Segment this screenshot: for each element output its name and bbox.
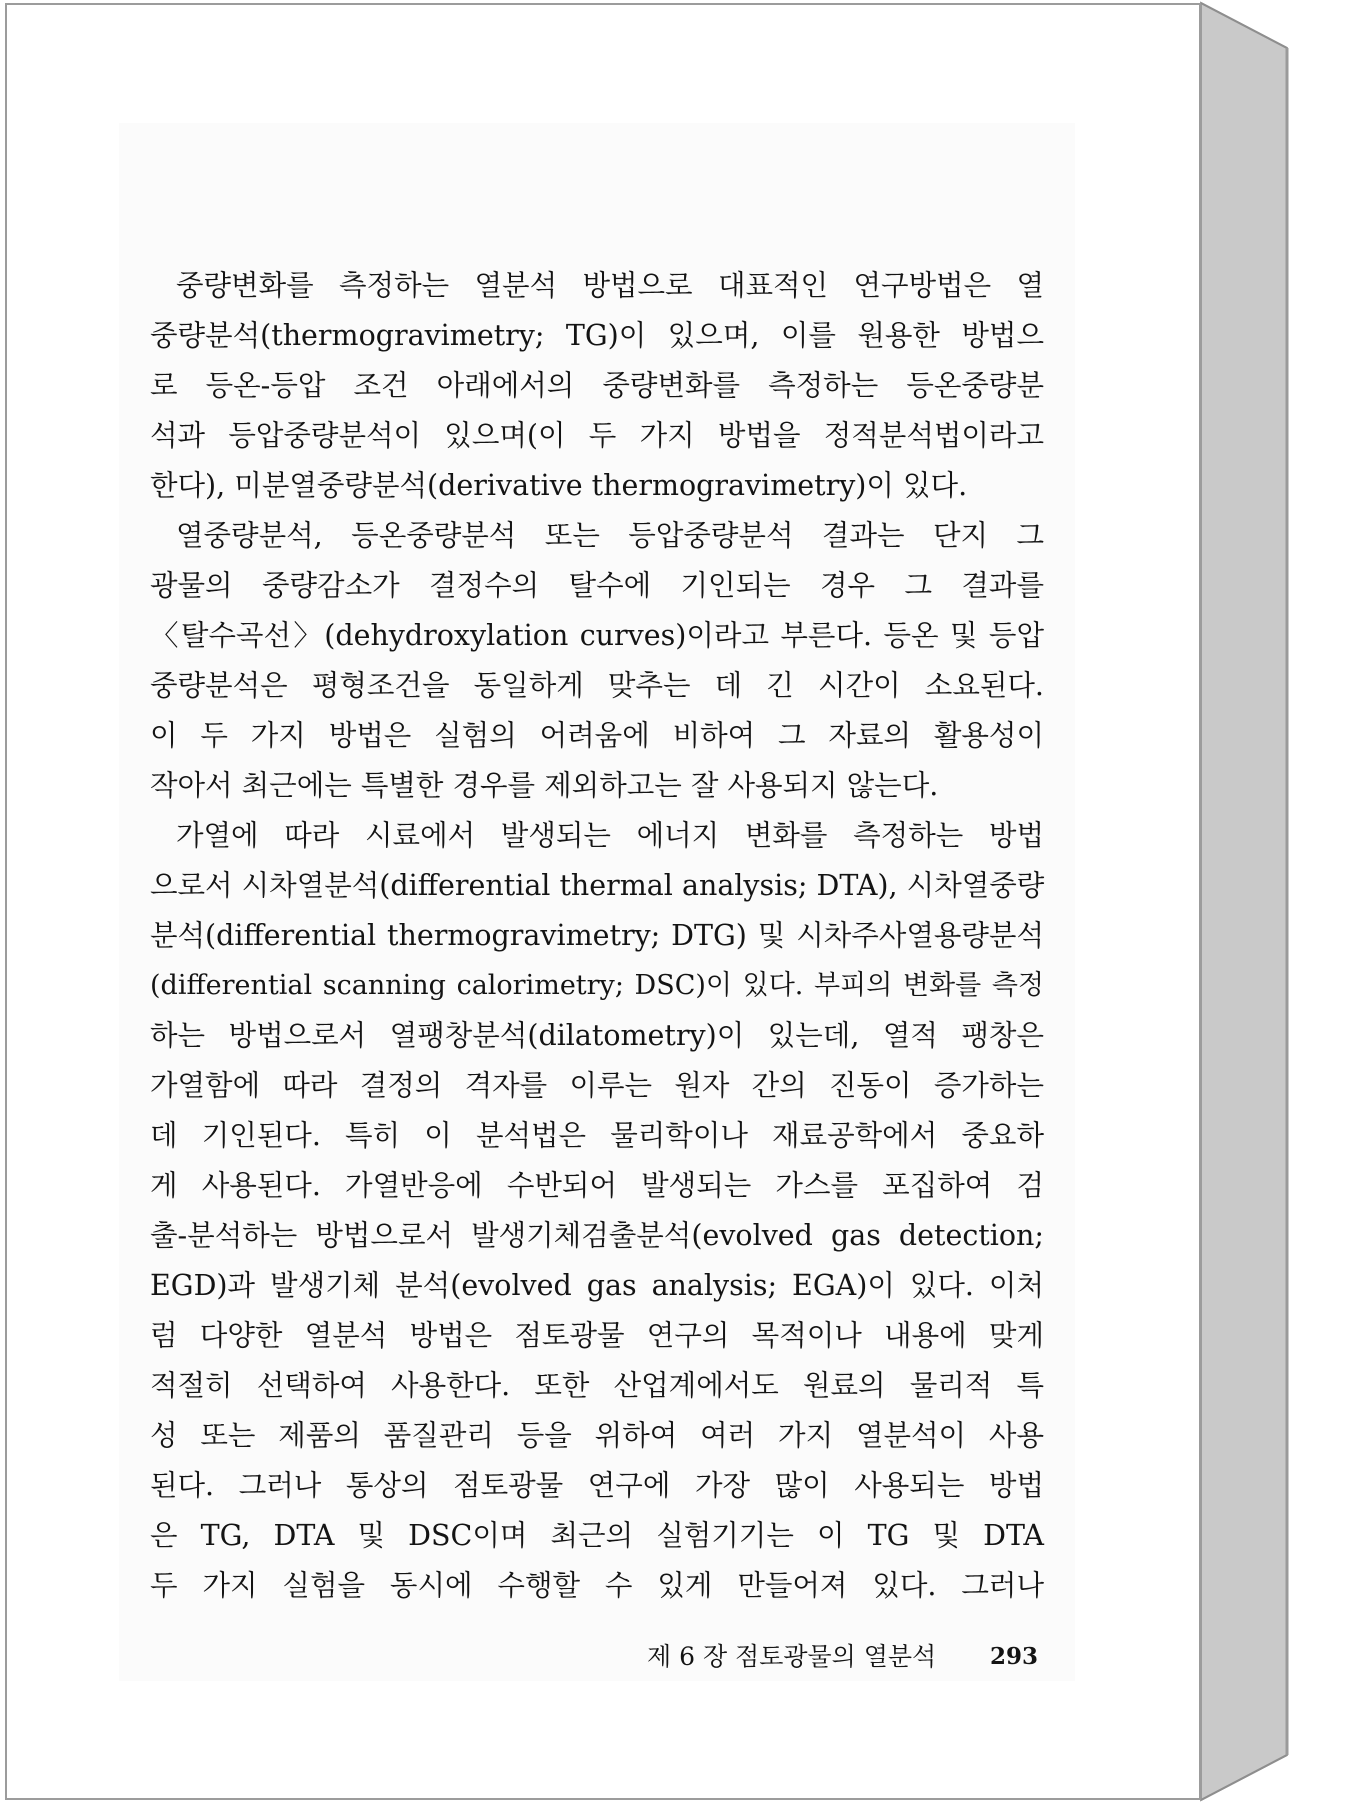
text-line: 가열함에 따라 결정의 격자를 이루는 원자 간의 진동이 증가하는 (150, 1069, 1044, 1102)
text-line: 게 사용된다. 가열반응에 수반되어 발생되는 가스를 포집하여 검 (150, 1169, 1044, 1202)
text-line: 중량분석(thermogravimetry; TG)이 있으며, 이를 원용한 방법으 (150, 319, 1044, 352)
text-line: 성 또는 제품의 품질관리 등을 위하여 여러 가지 열분석이 사용 (150, 1419, 1044, 1452)
text-line: 적절히 선택하여 사용한다. 또한 산업계에서도 원료의 물리적 특 (150, 1369, 1044, 1402)
text-line: 〈탈수곡선〉(dehydroxylation curves)이라고 부른다. 등온 및 등압 (150, 619, 1044, 652)
text-line: 으로서 시차열분석(differential thermal analysis; DTA), 시차열중량 (150, 869, 1045, 902)
text-line: 두 가지 실험을 동시에 수행할 수 있게 만들어져 있다. 그러나 (150, 1569, 1044, 1602)
text-line: 중량분석은 평형조건을 동일하게 맞추는 데 긴 시간이 소요된다. (150, 669, 1044, 702)
text-line: 된다. 그러나 통상의 점토광물 연구에 가장 많이 사용되는 방법 (150, 1469, 1044, 1502)
text-line: 출-분석하는 방법으로서 발생기체검출분석(evolved gas detection; (150, 1219, 1044, 1252)
text-line: 은 TG, DTA 및 DSC이며 최근의 실험기기는 이 TG 및 DTA (150, 1519, 1044, 1552)
text-line: 가열에 따라 시료에서 발생되는 에너지 변화를 측정하는 방법 (176, 819, 1044, 852)
text-line: (differential scanning calorimetry; DSC)이 있다. 부피의 변화를 측정 (150, 970, 1044, 1001)
text-line: 광물의 중량감소가 결정수의 탈수에 기인되는 경우 그 결과를 (150, 569, 1044, 602)
text-line: 분석(differential thermogravimetry; DTG) 및 시차주사열용량분석 (150, 919, 1044, 952)
text-line: 로 등온-등압 조건 아래에서의 중량변화를 측정하는 등온중량분 (150, 369, 1044, 402)
body-text (150, 261, 1044, 1611)
text-line: 중량변화를 측정하는 열분석 방법으로 대표적인 연구방법은 열 (176, 269, 1044, 302)
text-line: 석과 등압중량분석이 있으며(이 두 가지 방법을 정적분석법이라고 (150, 419, 1044, 452)
page-number: 293 (989, 1643, 1038, 1670)
text-line: 럼 다양한 열분석 방법은 점토광물 연구의 목적이나 내용에 맞게 (150, 1319, 1044, 1352)
text-line: 하는 방법으로서 열팽창분석(dilatometry)이 있는데, 열적 팽창은 (150, 1019, 1044, 1052)
text-line: 작아서 최근에는 특별한 경우를 제외하고는 잘 사용되지 않는다. (150, 769, 939, 802)
text-line: 데 기인된다. 특히 이 분석법은 물리학이나 재료공학에서 중요하 (150, 1119, 1044, 1152)
running-footer (647, 1637, 1038, 1677)
chapter-title: 제 6 장 점토광물의 열분석 (647, 1642, 937, 1671)
text-line: 한다), 미분열중량분석(derivative thermogravimetry)이 있다. (150, 469, 968, 502)
text-line: 이 두 가지 방법은 실험의 어려움에 비하여 그 자료의 활용성이 (150, 719, 1044, 752)
text-line: EGD)과 발생기체 분석(evolved gas analysis; EGA)이 있다. 이처 (150, 1269, 1044, 1302)
text-line: 열중량분석, 등온중량분석 또는 등압중량분석 결과는 단지 그 (176, 519, 1044, 552)
